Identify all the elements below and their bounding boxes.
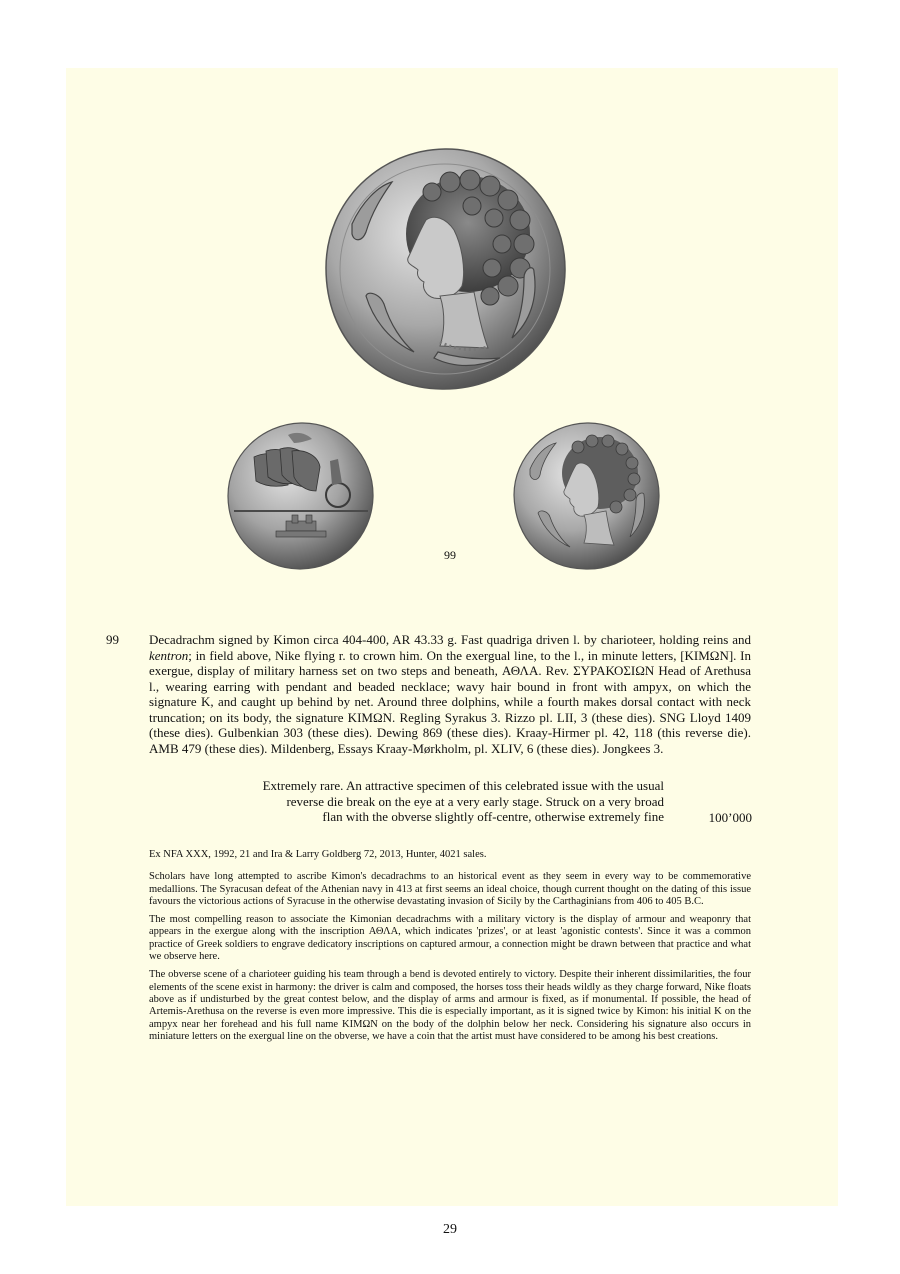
page-number: 29: [443, 1222, 457, 1237]
coin-reverse-enlarged: [322, 146, 568, 392]
commentary-paragraph: The obverse scene of a charioteer guiding his team through a bend is devoted entirely to victory. Despite their inherent dissimilarities, the four elements of the scene exist in harmony: the driver is calm and composed, the horses toss their heads wildly as they charge forward, Nike floats above as if undisturbed by the great contest below, and the display of arms and armour is fixed, as if monumental. If possible, the head of Artemis-Arethusa on the reverse is even more impressive. This die is especially important, as it is signed twice by Kimon: his initial K on the ampyx near her forehead and his full name ΚΙΜΩΝ on the body of the dolphin below her neck. Considering his signature also occurs in miniature letters on the exergual line on the obverse, we have a coin that the artist must have considered to be among his best creations.: [149, 969, 751, 1042]
commentary-paragraph: Scholars have long attempted to ascribe Kimon's decadrachms to an historical event as they seem in every way to be commemorative medallions. The Syracusan defeat of the Athenian navy in 413 at first seems an ideal choice, though current thought on the dating of this issue favours the victorious actions of Syracuse in the otherwise devastating invasion of Sicily by the Carthaginians from 406 to 405 B.C.: [149, 871, 751, 907]
commentary-paragraph: The most compelling reason to associate the Kimonian decadrachms with a military victory is the display of armour and weaponry that appears in the exergue along with the inscription ΑΘΛΑ, which indicates 'prizes', or at least 'agonistic contests'. Since it was a common practice of Greek soldiers to engrave dedicatory inscriptions on captured armour, a connection might be drawn between that practice and what we observe here.: [149, 914, 751, 963]
plate-number: 99: [444, 548, 456, 562]
condition-line: reverse die break on the eye at a very early stage. Struck on a very broad: [286, 793, 664, 809]
condition-line: flan with the obverse slightly off-centre, otherwise extremely fine: [322, 809, 664, 824]
provenance: Ex NFA XXX, 1992, 21 and Ira & Larry Goldberg 72, 2013, Hunter, 4021 sales.: [149, 849, 487, 860]
lot-description: [149, 632, 751, 756]
lot-estimate: 100’000: [708, 810, 752, 825]
lot-description-italic: kentron: [149, 647, 189, 663]
lot-commentary: [149, 849, 751, 1049]
lot-description-text: ; in field above, Nike flying r. to crown him. On the exergual line, to the l., in minute letters, [ΚΙΜΩΝ]. In exergue, display of military harness set on two steps and beneath, ΑΘΛΑ. Rev. ΣΥΡΑΚΟΣΙΩΝ Head of Arethusa l., wearing earring with pendant and beaded necklace; wavy hair bound in front with ampyx, on which the signature K, and caught up behind by net. Around three dolphins, while a fourth makes dorsal contact with neck truncation; on its body, the signature ΚΙΜΩΝ. Regling Syrakus 3. Rizzo pl. LII, 3 (these dies). SNG Lloyd 1409 (these dies). Gulbenkian 303 (these dies). Dewing 869 (these dies). Kraay-Hirmer pl. 42, 118 (this reverse die). AMB 479 (these dies). Mildenberg, Essays Kraay-Mørkholm, pl. XLIV, 6 (these dies). Jongkees 3.: [149, 647, 751, 756]
lot-description-text: Decadrachm signed by Kimon circa 404-400, AR 43.33 g. Fast quadriga driven l. by charioteer, holding reins and: [149, 632, 751, 647]
lot-number: 99: [106, 632, 119, 647]
arethusa-head-coin-image: [322, 146, 568, 392]
lot-condition: [180, 778, 664, 825]
condition-line: Extremely rare. An attractive specimen of this celebrated issue with the usual: [262, 778, 664, 793]
